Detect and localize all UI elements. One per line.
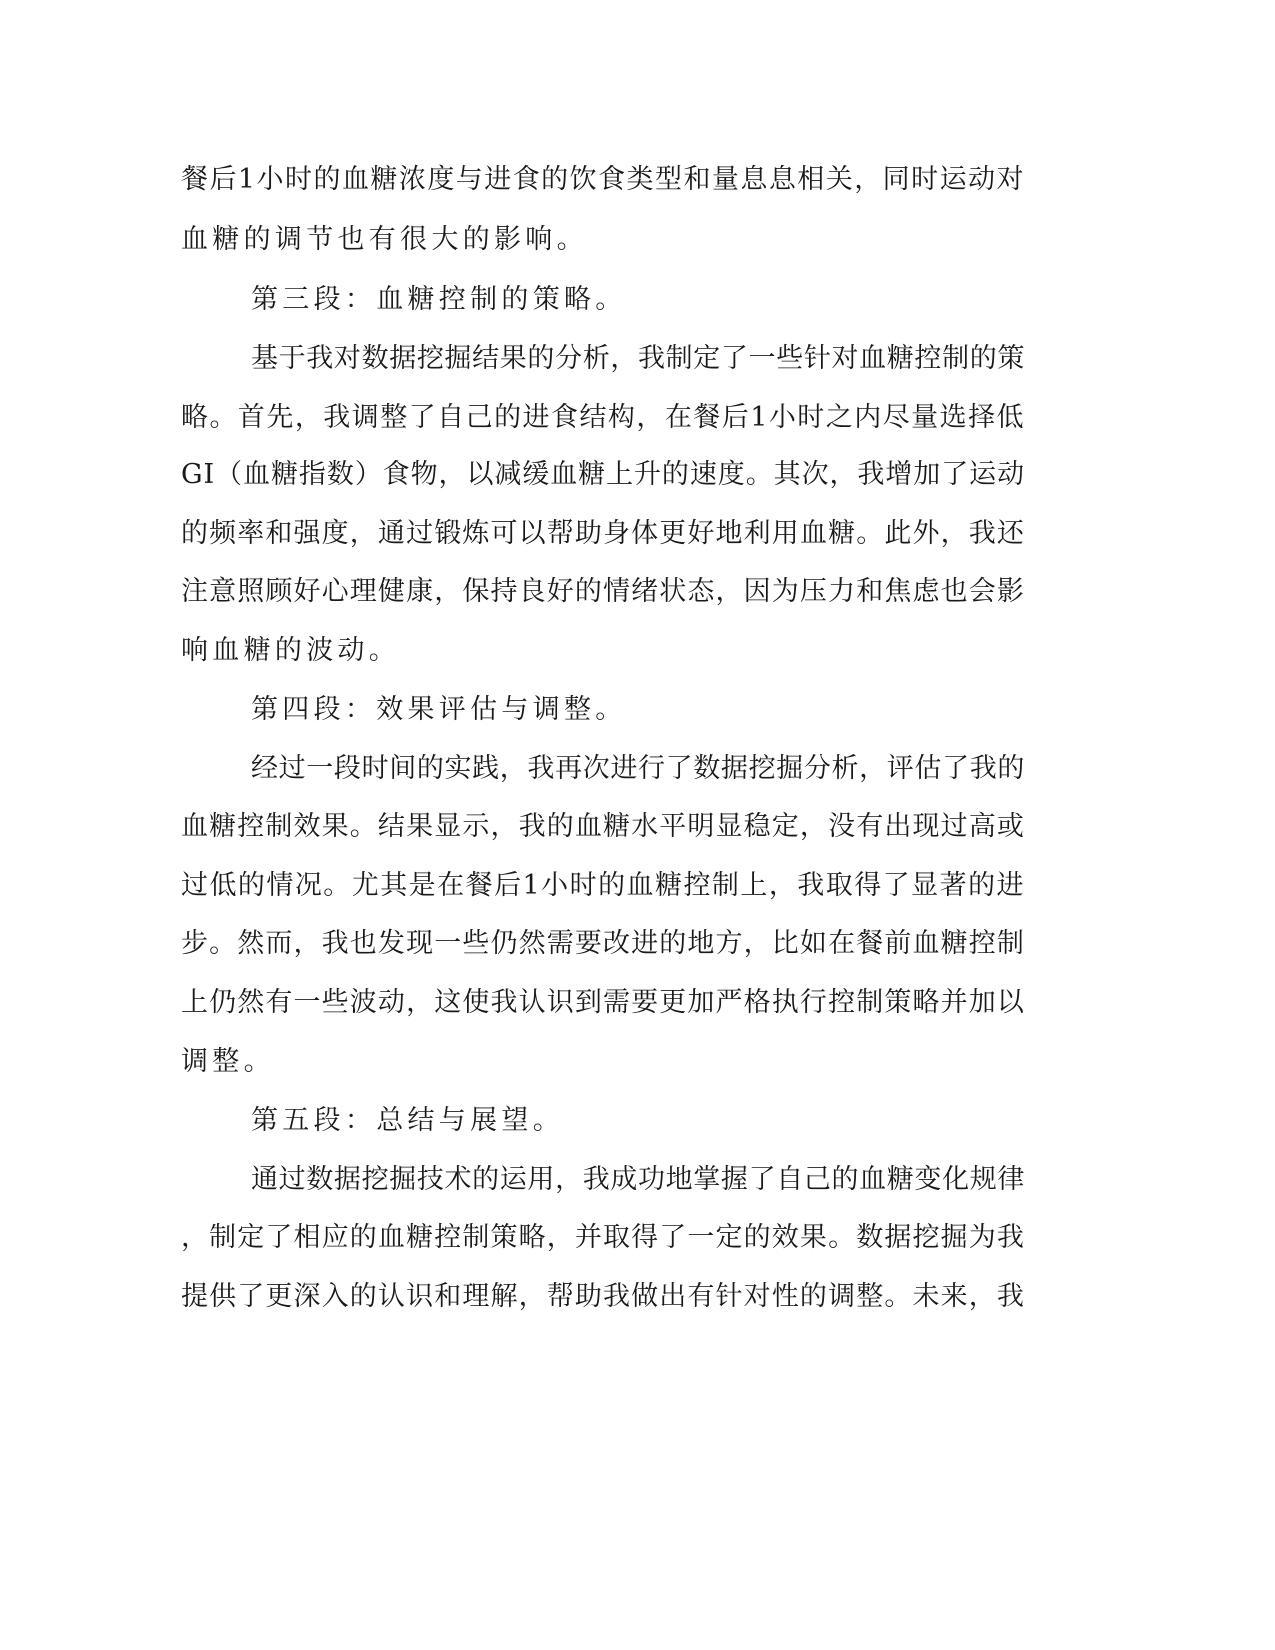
paragraph-line: 上仍然有一些波动，这使我认识到需要更加严格执行控制策略并加以 — [181, 987, 1025, 1018]
paragraph-line: 注意照顾好心理健康，保持良好的情绪状态，因为压力和焦虑也会影 — [181, 576, 1025, 607]
paragraph-line: 响血糖的波动。 — [181, 635, 401, 666]
paragraph-line: ，制定了相应的血糖控制策略，并取得了一定的效果。数据挖掘为我 — [181, 1222, 1025, 1253]
paragraph-line: 提供了更深入的认识和理解，帮助我做出有针对性的调整。未来，我 — [181, 1281, 1025, 1312]
paragraph-line: 过低的情况。尤其是在餐后1小时的血糖控制上，我取得了显著的进 — [181, 870, 1025, 901]
paragraph-line: 通过数据挖掘技术的运用，我成功地掌握了自己的血糖变化规律 — [251, 1164, 1025, 1195]
paragraph-line: 调整。 — [181, 1046, 275, 1077]
paragraph-line: 基于我对数据挖掘结果的分析，我制定了一些针对血糖控制的策 — [251, 343, 1025, 374]
paragraph-line: 血糖的调节也有很大的影响。 — [181, 224, 588, 255]
section-heading-5: 第五段：总结与展望。 — [251, 1105, 564, 1136]
paragraph-line: 餐后1小时的血糖浓度与进食的饮食类型和量息息相关，同时运动对 — [181, 164, 1025, 195]
paragraph-line: GI（血糖指数）食物，以减缓血糖上升的速度。其次，我增加了运动 — [181, 459, 1025, 490]
paragraph-line: 步。然而，我也发现一些仍然需要改进的地方，比如在餐前血糖控制 — [181, 928, 1025, 959]
paragraph-line: 经过一段时间的实践，我再次进行了数据挖掘分析，评估了我的 — [251, 753, 1025, 784]
paragraph-line: 略。首先，我调整了自己的进食结构，在餐后1小时之内尽量选择低 — [181, 402, 1025, 433]
section-heading-3: 第三段：血糖控制的策略。 — [251, 284, 627, 315]
paragraph-line: 的频率和强度，通过锻炼可以帮助身体更好地利用血糖。此外，我还 — [181, 518, 1025, 549]
paragraph-line: 血糖控制效果。结果显示，我的血糖水平明显稳定，没有出现过高或 — [181, 811, 1025, 842]
section-heading-4: 第四段：效果评估与调整。 — [251, 694, 627, 725]
